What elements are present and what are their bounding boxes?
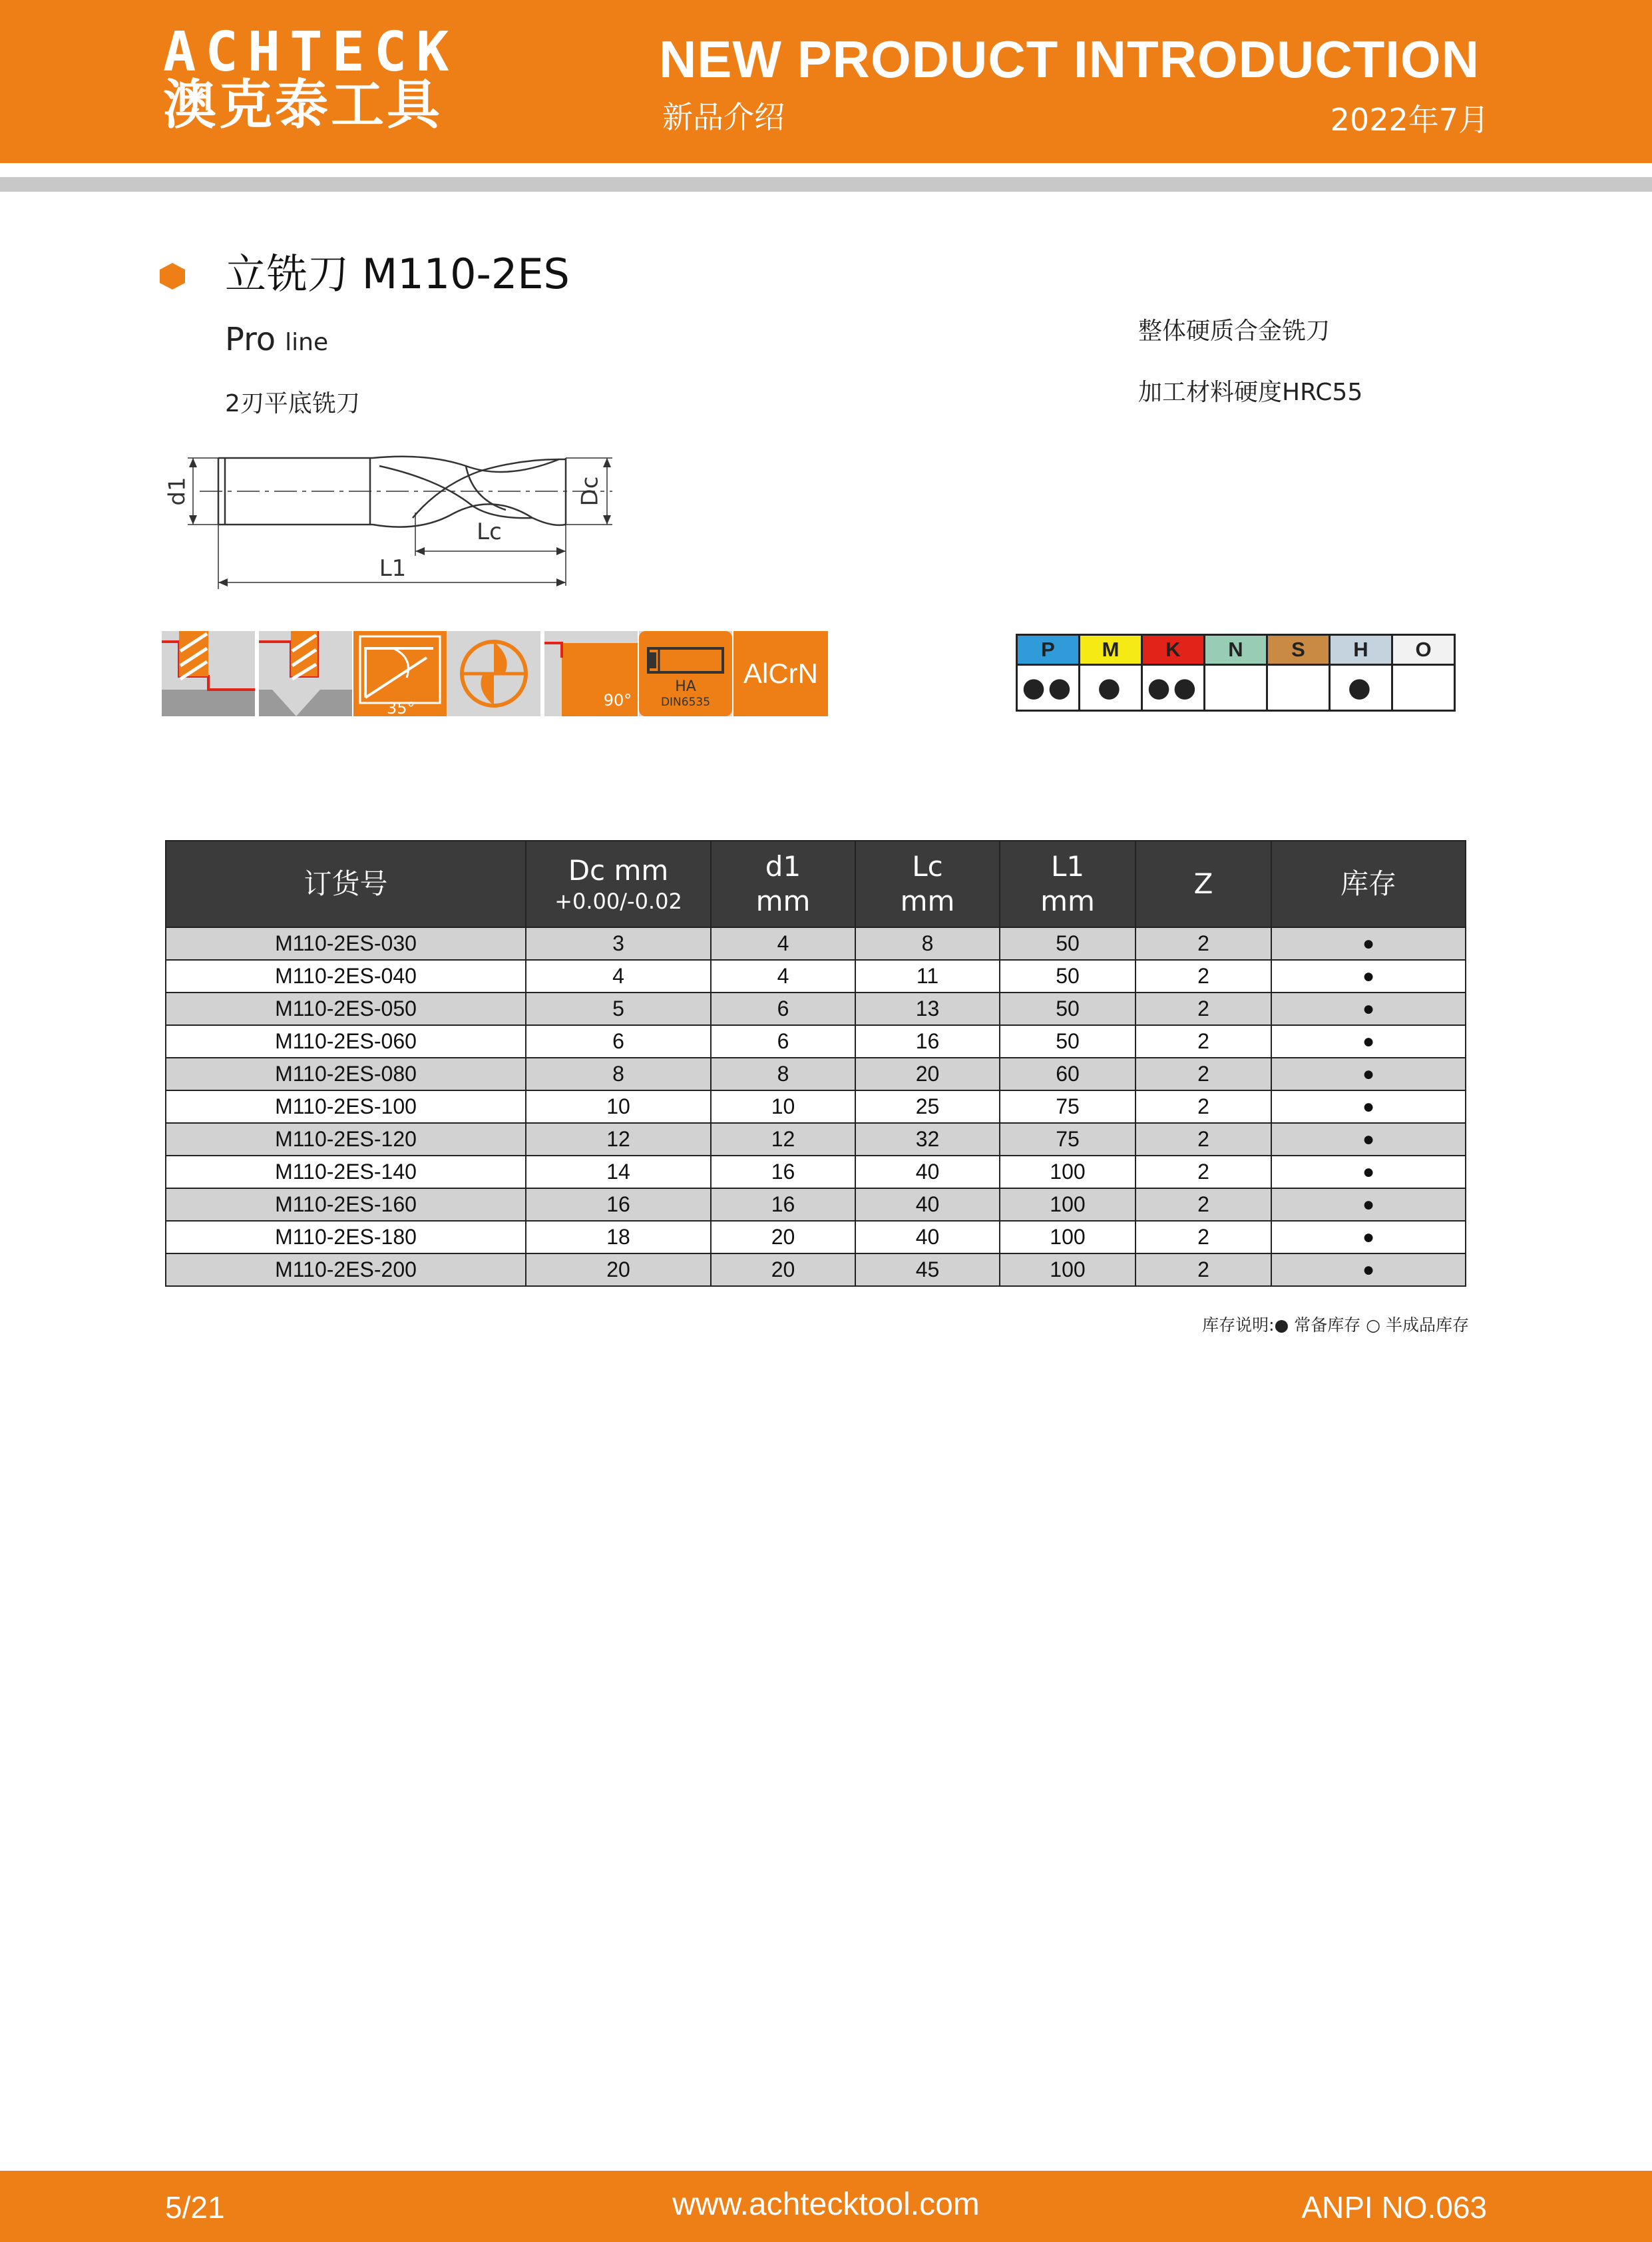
column-header-dc-tolerance: +0.00/-0.02 <box>554 889 682 915</box>
product-line-main: Pro <box>225 321 276 358</box>
table-row <box>166 1253 1466 1286</box>
cell-order-no: M110-2ES-180 <box>166 1221 526 1253</box>
product-line <box>225 321 328 359</box>
brand-logo-en: ACHTECK <box>163 21 459 84</box>
dim-label-lc: Lc <box>477 519 502 545</box>
cell-lc: 16 <box>855 1025 1000 1058</box>
cell-dc: 3 <box>526 927 711 960</box>
cell-dc: 12 <box>526 1123 711 1156</box>
cell-lc: 45 <box>855 1253 1000 1286</box>
cell-d1: 20 <box>711 1253 855 1286</box>
column-header-order-no: 订货号 <box>166 841 526 927</box>
cell-stock: ● <box>1271 1253 1466 1286</box>
column-header-lc <box>855 841 1000 927</box>
cell-stock: ● <box>1271 927 1466 960</box>
cell-lc: 11 <box>855 960 1000 993</box>
cell-d1: 4 <box>711 927 855 960</box>
material-header-k: K <box>1142 635 1205 665</box>
cell-lc: 40 <box>855 1156 1000 1188</box>
material-header-n: N <box>1205 635 1267 665</box>
cell-d1: 10 <box>711 1090 855 1123</box>
cell-l1: 100 <box>1000 1156 1136 1188</box>
cell-l1: 50 <box>1000 993 1136 1025</box>
cell-stock: ● <box>1271 1058 1466 1090</box>
cell-order-no: M110-2ES-100 <box>166 1090 526 1123</box>
table-row <box>166 1090 1466 1123</box>
cell-lc: 13 <box>855 993 1000 1025</box>
cell-stock: ● <box>1271 1221 1466 1253</box>
cell-lc: 40 <box>855 1221 1000 1253</box>
shank-standard-label: DIN6535 <box>660 696 711 709</box>
corner-angle-icon <box>544 631 638 716</box>
cell-l1: 50 <box>1000 927 1136 960</box>
cell-d1: 6 <box>711 993 855 1025</box>
shoulder-milling-icon <box>162 631 255 716</box>
column-header-d1-label: d1 <box>765 849 801 883</box>
helix-angle-icon <box>353 631 447 716</box>
cell-l1: 60 <box>1000 1058 1136 1090</box>
cell-z: 2 <box>1136 993 1271 1025</box>
table-row <box>166 1123 1466 1156</box>
material-header-h: H <box>1330 635 1392 665</box>
cell-stock: ● <box>1271 993 1466 1025</box>
product-description-material: 整体硬质合金铣刀 <box>1138 318 1331 345</box>
column-header-dc <box>526 841 711 927</box>
dim-label-l1: L1 <box>379 555 407 582</box>
column-header-d1 <box>711 841 855 927</box>
cell-dc: 5 <box>526 993 711 1025</box>
column-header-l1-unit: mm <box>1040 885 1095 917</box>
cell-order-no: M110-2ES-200 <box>166 1253 526 1286</box>
cell-d1: 6 <box>711 1025 855 1058</box>
shank-type-icon <box>639 631 732 716</box>
cell-d1: 20 <box>711 1221 855 1253</box>
product-title: 立铣刀 M110-2ES <box>225 250 570 298</box>
material-value-s <box>1267 665 1330 711</box>
cell-lc: 8 <box>855 927 1000 960</box>
table-row <box>166 960 1466 993</box>
cell-stock: ● <box>1271 1123 1466 1156</box>
cell-l1: 75 <box>1000 1123 1136 1156</box>
cell-z: 2 <box>1136 927 1271 960</box>
cell-z: 2 <box>1136 1253 1271 1286</box>
two-flute-section-icon <box>447 631 540 716</box>
cell-d1: 16 <box>711 1188 855 1221</box>
column-header-stock: 库存 <box>1271 841 1466 927</box>
cell-stock: ● <box>1271 1090 1466 1123</box>
column-header-d1-unit: mm <box>755 885 811 917</box>
cell-order-no: M110-2ES-120 <box>166 1123 526 1156</box>
cell-dc: 20 <box>526 1253 711 1286</box>
page-number: 5/21 <box>165 2190 225 2225</box>
cell-z: 2 <box>1136 1156 1271 1188</box>
cell-dc: 16 <box>526 1188 711 1221</box>
product-line-small: line <box>285 329 329 356</box>
product-rows <box>166 927 1466 1286</box>
material-header-m: M <box>1080 635 1142 665</box>
cell-l1: 50 <box>1000 1025 1136 1058</box>
cell-stock: ● <box>1271 960 1466 993</box>
table-row <box>166 1156 1466 1188</box>
cell-z: 2 <box>1136 1090 1271 1123</box>
table-row <box>166 1221 1466 1253</box>
dim-label-dc: Dc <box>576 476 604 507</box>
cell-d1: 12 <box>711 1123 855 1156</box>
cell-lc: 40 <box>855 1188 1000 1221</box>
cell-z: 2 <box>1136 1025 1271 1058</box>
cell-d1: 4 <box>711 960 855 993</box>
page-title: NEW PRODUCT INTRODUCTION <box>659 30 1480 89</box>
column-header-lc-unit: mm <box>900 885 955 917</box>
end-mill-drawing <box>160 439 652 599</box>
cell-dc: 6 <box>526 1025 711 1058</box>
column-header-z: Z <box>1136 841 1271 927</box>
stock-legend: 库存说明:● 常备库存 ○ 半成品库存 <box>1202 1315 1469 1335</box>
table-row <box>166 1025 1466 1058</box>
cell-l1: 75 <box>1000 1090 1136 1123</box>
column-header-l1 <box>1000 841 1136 927</box>
issue-date: 2022年7月 <box>1330 102 1489 138</box>
cell-stock: ● <box>1271 1156 1466 1188</box>
material-value-p: ●● <box>1017 665 1080 711</box>
material-header-p: P <box>1017 635 1080 665</box>
cell-lc: 25 <box>855 1090 1000 1123</box>
cell-order-no: M110-2ES-050 <box>166 993 526 1025</box>
table-row <box>166 927 1466 960</box>
shank-type-label: HA <box>675 678 696 695</box>
cell-dc: 8 <box>526 1058 711 1090</box>
cell-order-no: M110-2ES-060 <box>166 1025 526 1058</box>
helix-angle-label: 35° <box>387 699 415 716</box>
slot-milling-icon <box>259 631 352 716</box>
cell-dc: 18 <box>526 1221 711 1253</box>
table-row <box>166 993 1466 1025</box>
column-header-lc-label: Lc <box>912 849 943 883</box>
cell-l1: 50 <box>1000 960 1136 993</box>
cell-l1: 100 <box>1000 1253 1136 1286</box>
cell-l1: 100 <box>1000 1221 1136 1253</box>
cell-l1: 100 <box>1000 1188 1136 1221</box>
corner-angle-label: 90° <box>603 691 632 710</box>
website-link[interactable]: www.achtecktool.com <box>672 2187 980 2222</box>
cell-d1: 16 <box>711 1156 855 1188</box>
cell-order-no: M110-2ES-040 <box>166 960 526 993</box>
product-subtitle: 2刃平底铣刀 <box>225 390 360 417</box>
cell-z: 2 <box>1136 960 1271 993</box>
cell-z: 2 <box>1136 1221 1271 1253</box>
cell-order-no: M110-2ES-030 <box>166 927 526 960</box>
product-spec-table <box>165 840 1466 1287</box>
hexagon-bullet-icon <box>160 263 185 290</box>
cell-d1: 8 <box>711 1058 855 1090</box>
cell-dc: 4 <box>526 960 711 993</box>
cell-dc: 10 <box>526 1090 711 1123</box>
material-header-s: S <box>1267 635 1330 665</box>
coating-badge: AlCrN <box>733 631 828 716</box>
table-row <box>166 1058 1466 1090</box>
cell-lc: 32 <box>855 1123 1000 1156</box>
page-subtitle: 新品介绍 <box>662 99 785 135</box>
cell-stock: ● <box>1271 1025 1466 1058</box>
column-header-l1-label: L1 <box>1050 849 1085 883</box>
product-description-hardness: 加工材料硬度HRC55 <box>1138 379 1363 406</box>
material-header-o: O <box>1392 635 1455 665</box>
cell-z: 2 <box>1136 1188 1271 1221</box>
header-divider <box>0 177 1652 192</box>
cell-order-no: M110-2ES-140 <box>166 1156 526 1188</box>
table-row <box>166 1188 1466 1221</box>
cell-stock: ● <box>1271 1188 1466 1221</box>
material-suitability-table <box>1016 634 1456 712</box>
brand-logo-cn: 澳克泰工具 <box>163 74 443 136</box>
cell-order-no: M110-2ES-080 <box>166 1058 526 1090</box>
cell-dc: 14 <box>526 1156 711 1188</box>
anpi-number: ANPI NO.063 <box>1301 2190 1487 2225</box>
cell-z: 2 <box>1136 1058 1271 1090</box>
column-header-dc-label: Dc mm <box>568 853 669 887</box>
cell-order-no: M110-2ES-160 <box>166 1188 526 1221</box>
cell-lc: 20 <box>855 1058 1000 1090</box>
material-value-h: ● <box>1330 665 1392 711</box>
material-value-k: ●● <box>1142 665 1205 711</box>
material-value-o <box>1392 665 1455 711</box>
dim-label-d1: d1 <box>164 477 191 506</box>
material-value-m: ● <box>1080 665 1142 711</box>
material-value-n <box>1205 665 1267 711</box>
cell-z: 2 <box>1136 1123 1271 1156</box>
